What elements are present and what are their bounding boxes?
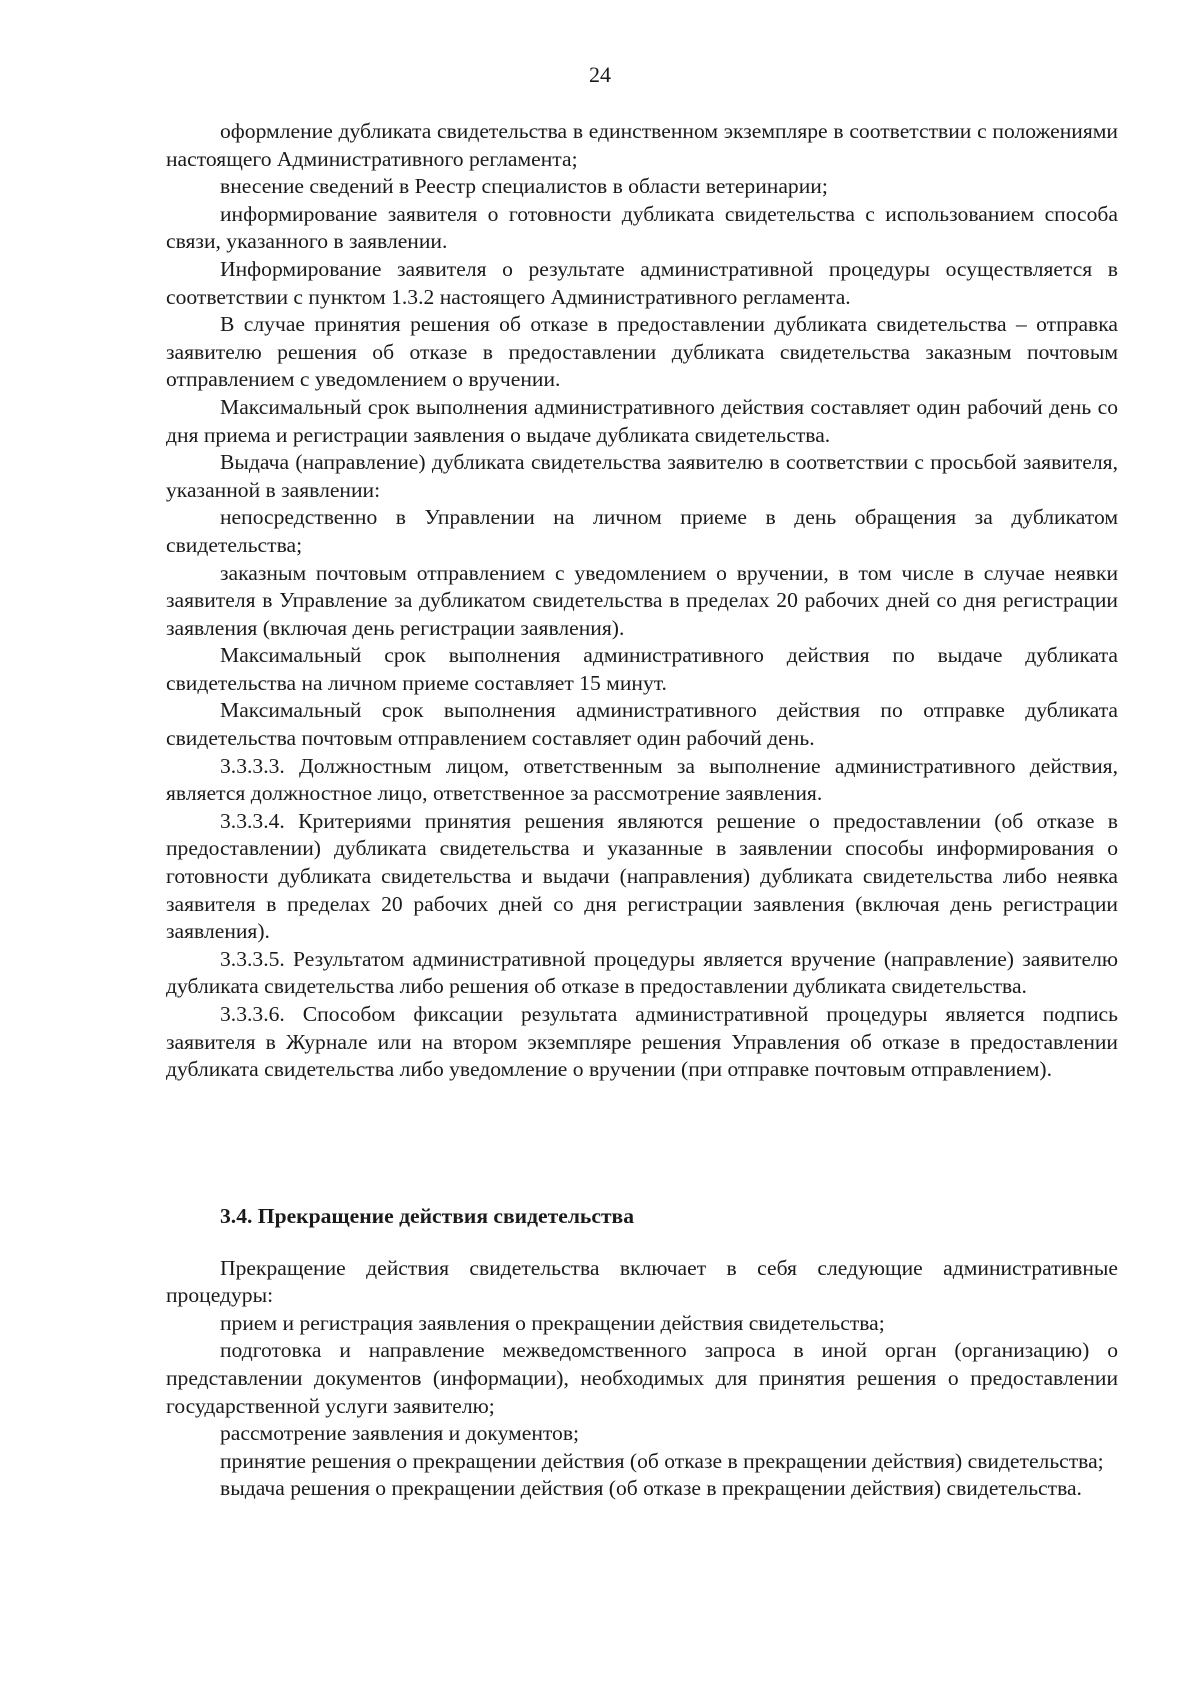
section-paragraph: Прекращение действия свидетельства включает в себя следующие административные процедуры: bbox=[166, 1255, 1118, 1308]
section-paragraph: рассмотрение заявления и документов; bbox=[220, 1421, 580, 1446]
section-paragraph: прием и регистрация заявления о прекращении действия свидетельства; bbox=[220, 1310, 885, 1335]
paragraph: Максимальный срок выполнения административного действия по выдаче дубликата свидетельства на личном приеме составляет 15 минут. bbox=[166, 643, 1118, 695]
paragraph: 3.3.3.3. Должностным лицом, ответственным за выполнение административного действия, является должностное лицо, ответственное за рассмотрение заявления. bbox=[166, 753, 1118, 806]
paragraph: Максимальный срок выполнения административного действия составляет один рабочий день со дня приема и регистрации заявления о выдаче дубликата свидетельства. bbox=[166, 394, 1118, 447]
page-number: 24 bbox=[589, 62, 611, 87]
paragraph: заказным почтовым отправлением с уведомлением о вручении, в том числе в случае неявки заявителя в Управление за дубликатом свидетельства в пределах 20 рабочих дней со дня регистрации заявления (включая день регистрации заявления). bbox=[166, 560, 1118, 640]
section-paragraph: выдача решения о прекращении действия (об отказе в прекращении действия) свидетельства. bbox=[220, 1476, 1082, 1501]
paragraph: 3.3.3.6. Способом фиксации результата административной процедуры является подпись заявителя в Журнале или на втором экземпляре решения Управления об отказе в предоставлении дубликата свидетельства либо уведомление о вручении (при отправке почтовым отправлением). bbox=[166, 1002, 1118, 1082]
section-3-4 bbox=[166, 1203, 1118, 1503]
paragraph: Информирование заявителя о результате административной процедуры осуществляется в соответствии с пунктом 1.3.2 настоящего Административного регламента. bbox=[166, 256, 1118, 309]
paragraph: Максимальный срок выполнения административного действия по отправке дубликата свидетельства почтовым отправлением составляет один рабочий день. bbox=[166, 698, 1118, 751]
paragraph: информирование заявителя о готовности дубликата свидетельства с использованием способа связи, указанного в заявлении. bbox=[166, 201, 1118, 254]
paragraph: Выдача (направление) дубликата свидетельства заявителю в соответствии с просьбой заявителя, указанной в заявлении: bbox=[166, 450, 1118, 502]
body-text bbox=[166, 118, 1118, 1084]
paragraph: 3.3.3.5. Результатом административной процедуры является вручение (направление) заявителю дубликата свидетельства либо решения об отказе в предоставлении дубликата свидетельства. bbox=[166, 946, 1118, 999]
paragraph: В случае принятия решения об отказе в предоставлении дубликата свидетельства – отправка заявителю решения об отказе в предоставлении дубликата свидетельства заказным почтовым отправлением с уведомлением о вручении. bbox=[166, 312, 1118, 392]
section-heading: 3.4. Прекращение действия свидетельства bbox=[220, 1204, 635, 1228]
paragraph: внесение сведений в Реестр специалистов в области ветеринарии; bbox=[220, 174, 828, 199]
paragraph: 3.3.3.4. Критериями принятия решения являются решение о предоставлении (об отказе в предоставлении) дубликата свидетельства и указанные в заявлении способы информирования о готовности дубликата свидетельства и выдачи (направления) дубликата свидетельства либо неявка заявителя в пределах 20 рабочих дней со дня регистрации заявления (включая день регистрации заявления). bbox=[166, 808, 1118, 944]
section-paragraph: принятие решения о прекращении действия (об отказе в прекращении действия) свидетельства; bbox=[220, 1448, 1104, 1473]
paragraph: непосредственно в Управлении на личном приеме в день обращения за дубликатом свидетельства; bbox=[166, 505, 1118, 557]
paragraph: оформление дубликата свидетельства в единственном экземпляре в соответствии с положениями настоящего Административного регламента; bbox=[166, 119, 1118, 171]
section-paragraph: подготовка и направление межведомственного запроса в иной орган (организацию) о представлении документов (информации), необходимых для принятия решения о предоставлении государственной услуги заявителю; bbox=[166, 1338, 1118, 1418]
